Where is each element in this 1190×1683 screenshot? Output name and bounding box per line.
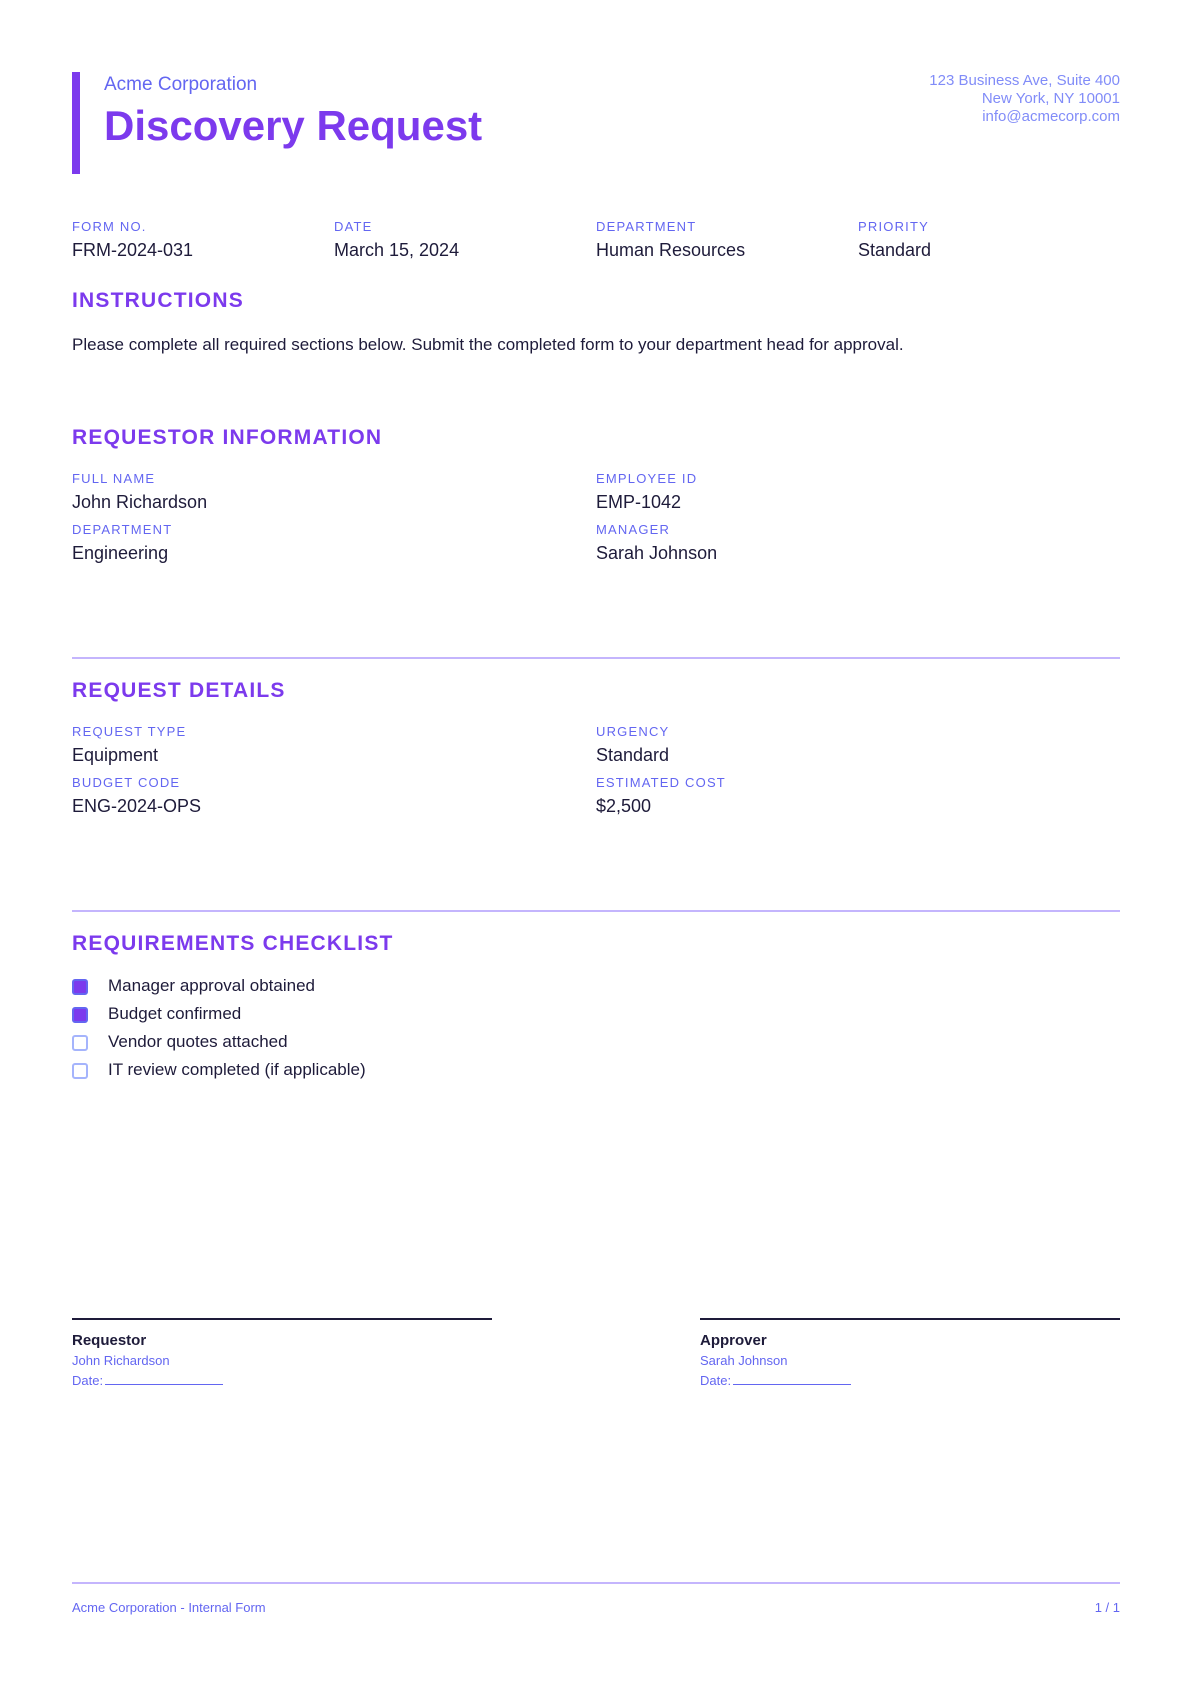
checklist-item-label: Budget confirmed xyxy=(108,1004,242,1023)
field-label: FORM NO. xyxy=(72,219,147,234)
field-estimated-cost xyxy=(596,775,1076,817)
signature-line[interactable] xyxy=(72,1318,492,1320)
meta-priority xyxy=(858,219,1108,261)
signature-date xyxy=(72,1372,492,1388)
field-label: BUDGET CODE xyxy=(72,775,181,790)
requirements-checklist xyxy=(72,976,672,1088)
meta-department xyxy=(596,219,846,261)
meta-form-no xyxy=(72,219,322,261)
field-budget-code xyxy=(72,775,552,817)
field-label: MANAGER xyxy=(596,522,671,537)
field-urgency xyxy=(596,724,1076,766)
signature-name: John Richardson xyxy=(72,1353,170,1368)
field-manager xyxy=(596,522,1076,564)
instructions-heading: INSTRUCTIONS xyxy=(72,289,244,312)
date-label: Date: xyxy=(72,1373,104,1388)
field-value: Standard xyxy=(858,240,932,260)
document-title: Discovery Request xyxy=(104,102,483,149)
signature-requestor xyxy=(72,1318,492,1388)
checklist-item-label: IT review completed (if applicable) xyxy=(108,1060,366,1079)
field-value: March 15, 2024 xyxy=(334,240,460,260)
date-field[interactable] xyxy=(105,1372,223,1385)
checkbox-it-review[interactable] xyxy=(72,1063,88,1079)
checklist-heading: REQUIREMENTS CHECKLIST xyxy=(72,932,394,955)
meta-date xyxy=(334,219,584,261)
checklist-item-label: Vendor quotes attached xyxy=(108,1032,288,1051)
field-value: Standard xyxy=(596,745,670,765)
field-label: FULL NAME xyxy=(72,471,156,486)
footer-text: Acme Corporation - Internal Form xyxy=(72,1600,266,1615)
date-field[interactable] xyxy=(733,1372,851,1385)
signature-approver xyxy=(700,1318,1120,1388)
field-value: ENG-2024-OPS xyxy=(72,796,202,816)
field-value: $2,500 xyxy=(596,796,652,816)
checklist-item xyxy=(72,1004,672,1032)
footer-divider xyxy=(72,1582,1120,1584)
page-number: 1 / 1 xyxy=(1094,1600,1120,1615)
company-email: info@acmecorp.com xyxy=(982,108,1120,125)
field-value: Equipment xyxy=(72,745,159,765)
signature-role: Requestor xyxy=(72,1332,147,1349)
address-line-1: 123 Business Ave, Suite 400 xyxy=(929,72,1120,89)
field-value: EMP-1042 xyxy=(596,492,682,512)
accent-bar xyxy=(72,72,80,174)
form-meta xyxy=(72,219,1120,263)
form-page xyxy=(72,0,1120,1683)
field-label: ESTIMATED COST xyxy=(596,775,726,790)
field-value: FRM-2024-031 xyxy=(72,240,194,260)
field-value: Human Resources xyxy=(596,240,746,260)
field-label: DEPARTMENT xyxy=(596,219,697,234)
signature-name: Sarah Johnson xyxy=(700,1353,788,1368)
checkbox-manager-approval[interactable] xyxy=(72,979,88,995)
field-label: DATE xyxy=(334,219,373,234)
field-value: Engineering xyxy=(72,543,169,563)
field-label: PRIORITY xyxy=(858,219,929,234)
checklist-item xyxy=(72,1060,672,1088)
field-full-name xyxy=(72,471,552,513)
field-label: DEPARTMENT xyxy=(72,522,173,537)
field-request-type xyxy=(72,724,552,766)
document-header xyxy=(72,72,1120,174)
signature-line[interactable] xyxy=(700,1318,1120,1320)
signature-date xyxy=(700,1372,1120,1388)
checklist-item xyxy=(72,976,672,1004)
section-divider xyxy=(72,910,1120,912)
field-employee-id xyxy=(596,471,1076,513)
field-label: EMPLOYEE ID xyxy=(596,471,698,486)
checkbox-budget-confirmed[interactable] xyxy=(72,1007,88,1023)
signature-role: Approver xyxy=(700,1332,767,1349)
requestor-heading: REQUESTOR INFORMATION xyxy=(72,426,383,449)
section-divider xyxy=(72,657,1120,659)
date-label: Date: xyxy=(700,1373,732,1388)
company-address xyxy=(929,72,1120,126)
field-label: REQUEST TYPE xyxy=(72,724,187,739)
address-line-2: New York, NY 10001 xyxy=(981,90,1120,107)
checklist-item xyxy=(72,1032,672,1060)
field-label: URGENCY xyxy=(596,724,670,739)
checkbox-vendor-quotes[interactable] xyxy=(72,1035,88,1051)
instructions-text: Please complete all required sections below. Submit the completed form to your department head for approval. xyxy=(72,335,904,354)
field-value: Sarah Johnson xyxy=(596,543,718,563)
request-details-heading: REQUEST DETAILS xyxy=(72,679,286,702)
company-name: Acme Corporation xyxy=(104,74,258,95)
checklist-item-label: Manager approval obtained xyxy=(108,976,315,995)
field-department xyxy=(72,522,552,564)
field-value: John Richardson xyxy=(72,492,208,512)
